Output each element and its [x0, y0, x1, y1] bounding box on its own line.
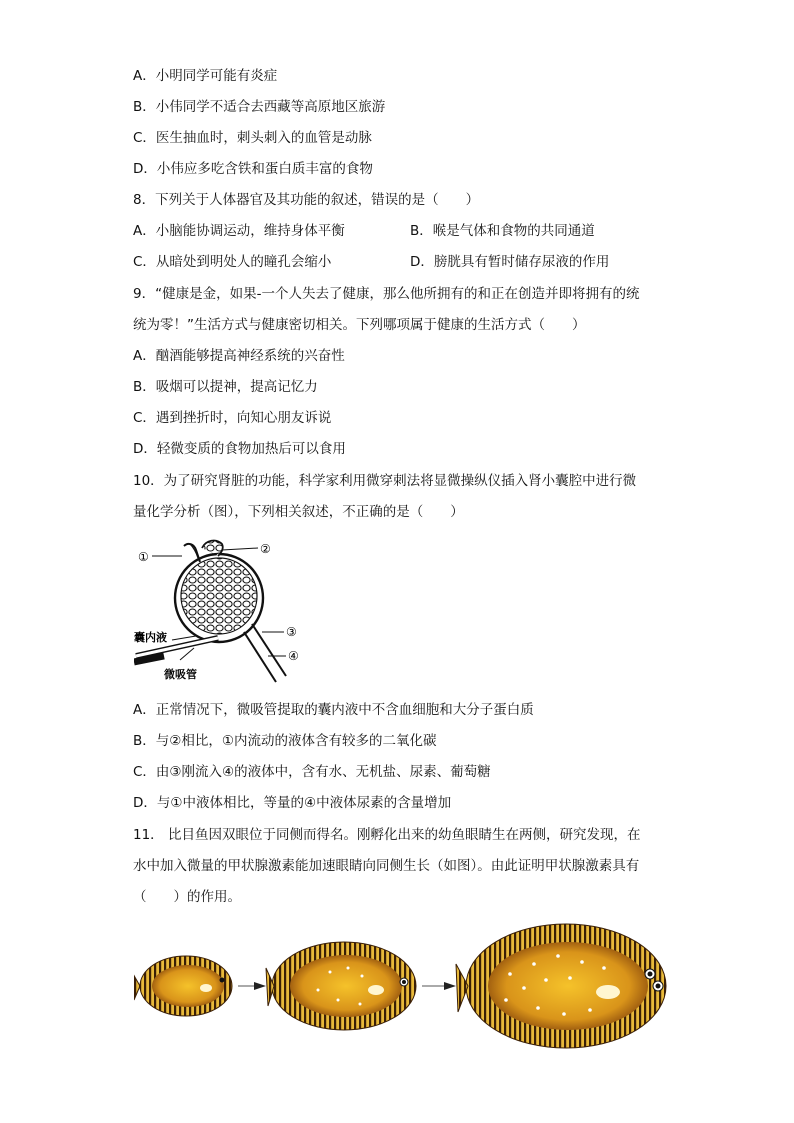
q10-option-c: C．由③刚流入④的液体中，含有水、无机盐、尿素、葡萄糖 [133, 764, 491, 780]
arrow-right-icon [422, 982, 456, 990]
q10-option-d: D．与①中液体相比，等量的④中液体尿素的含量增加 [133, 795, 452, 811]
label-micropipette: 微吸管 [164, 668, 197, 681]
q11-stem-line1: 11． 比目鱼因双眼位于同侧而得名。刚孵化出来的幼鱼眼睛生在两侧，研究发现，在 [133, 827, 641, 843]
q8-stem: 8．下列关于人体器官及其功能的叙述，错误的是（ ） [133, 192, 480, 208]
q7-option-b: B．小伟同学不适合去西藏等高原地区旅游 [133, 99, 386, 115]
flounder-development-figure [134, 920, 679, 1050]
label-2: ② [260, 542, 271, 556]
q9-stem-line1: 9．“健康是金，如果-一个人失去了健康，那么他所拥有的和正在创造并即将拥有的统 [133, 286, 640, 302]
q8-option-d: D．膀胱具有暂时储存尿液的作用 [410, 254, 610, 270]
fish-eye-icon [220, 978, 225, 983]
fish-eye-icon [402, 980, 406, 984]
q9-option-b: B．吸烟可以提神，提高记忆力 [133, 379, 318, 395]
q7-option-d: D．小伟应多吃含铁和蛋白质丰富的食物 [133, 161, 373, 177]
label-capsule-fluid: 囊内液 [134, 631, 167, 644]
q10-option-b: B．与②相比，①内流动的液体含有较多的二氧化碳 [133, 733, 437, 749]
q8-option-b: B．喉是气体和食物的共同通道 [410, 223, 595, 239]
q11-stem-line2: 水中加入微量的甲状腺激素能加速眼睛向同侧生长（如图）。由此证明甲状腺激素具有 [133, 858, 640, 874]
arrow-right-icon [238, 982, 266, 990]
fish-juvenile [134, 956, 232, 1016]
q8-option-c: C．从暗处到明处人的瞳孔会缩小 [133, 254, 332, 270]
label-4: ④ [288, 649, 299, 663]
fish-intermediate [266, 942, 416, 1030]
q9-option-d: D．轻微变质的食物加热后可以食用 [133, 441, 346, 457]
fish-eye-icon [648, 972, 653, 977]
q8-option-a: A．小脑能协调运动，维持身体平衡 [133, 223, 345, 239]
q7-option-a: A．小明同学可能有炎症 [133, 68, 278, 84]
label-1: ① [138, 550, 149, 564]
q11-stem-line3: （ ）的作用。 [133, 889, 241, 905]
q7-option-c: C．医生抽血时，刺头刺入的血管是动脉 [133, 130, 372, 146]
q10-option-a: A．正常情况下，微吸管提取的囊内液中不含血细胞和大分子蛋白质 [133, 702, 534, 718]
q9-stem-line2: 统为零！”生活方式与健康密切相关。下列哪项属于健康的生活方式（ ） [133, 317, 586, 333]
renal-capsule-figure [134, 536, 314, 686]
fish-adult [456, 924, 666, 1048]
q10-stem-line2: 量化学分析（图），下列相关叙述，不正确的是（ ） [133, 504, 464, 520]
label-3: ③ [286, 625, 297, 639]
q10-stem-line1: 10．为了研究肾脏的功能，科学家利用微穿刺法将显微操纵仪插入肾小囊腔中进行微 [133, 473, 637, 489]
q9-option-a: A．酗酒能够提高神经系统的兴奋性 [133, 348, 345, 364]
q9-option-c: C．遇到挫折时，向知心朋友诉说 [133, 410, 332, 426]
fish-eye-icon [656, 984, 661, 989]
